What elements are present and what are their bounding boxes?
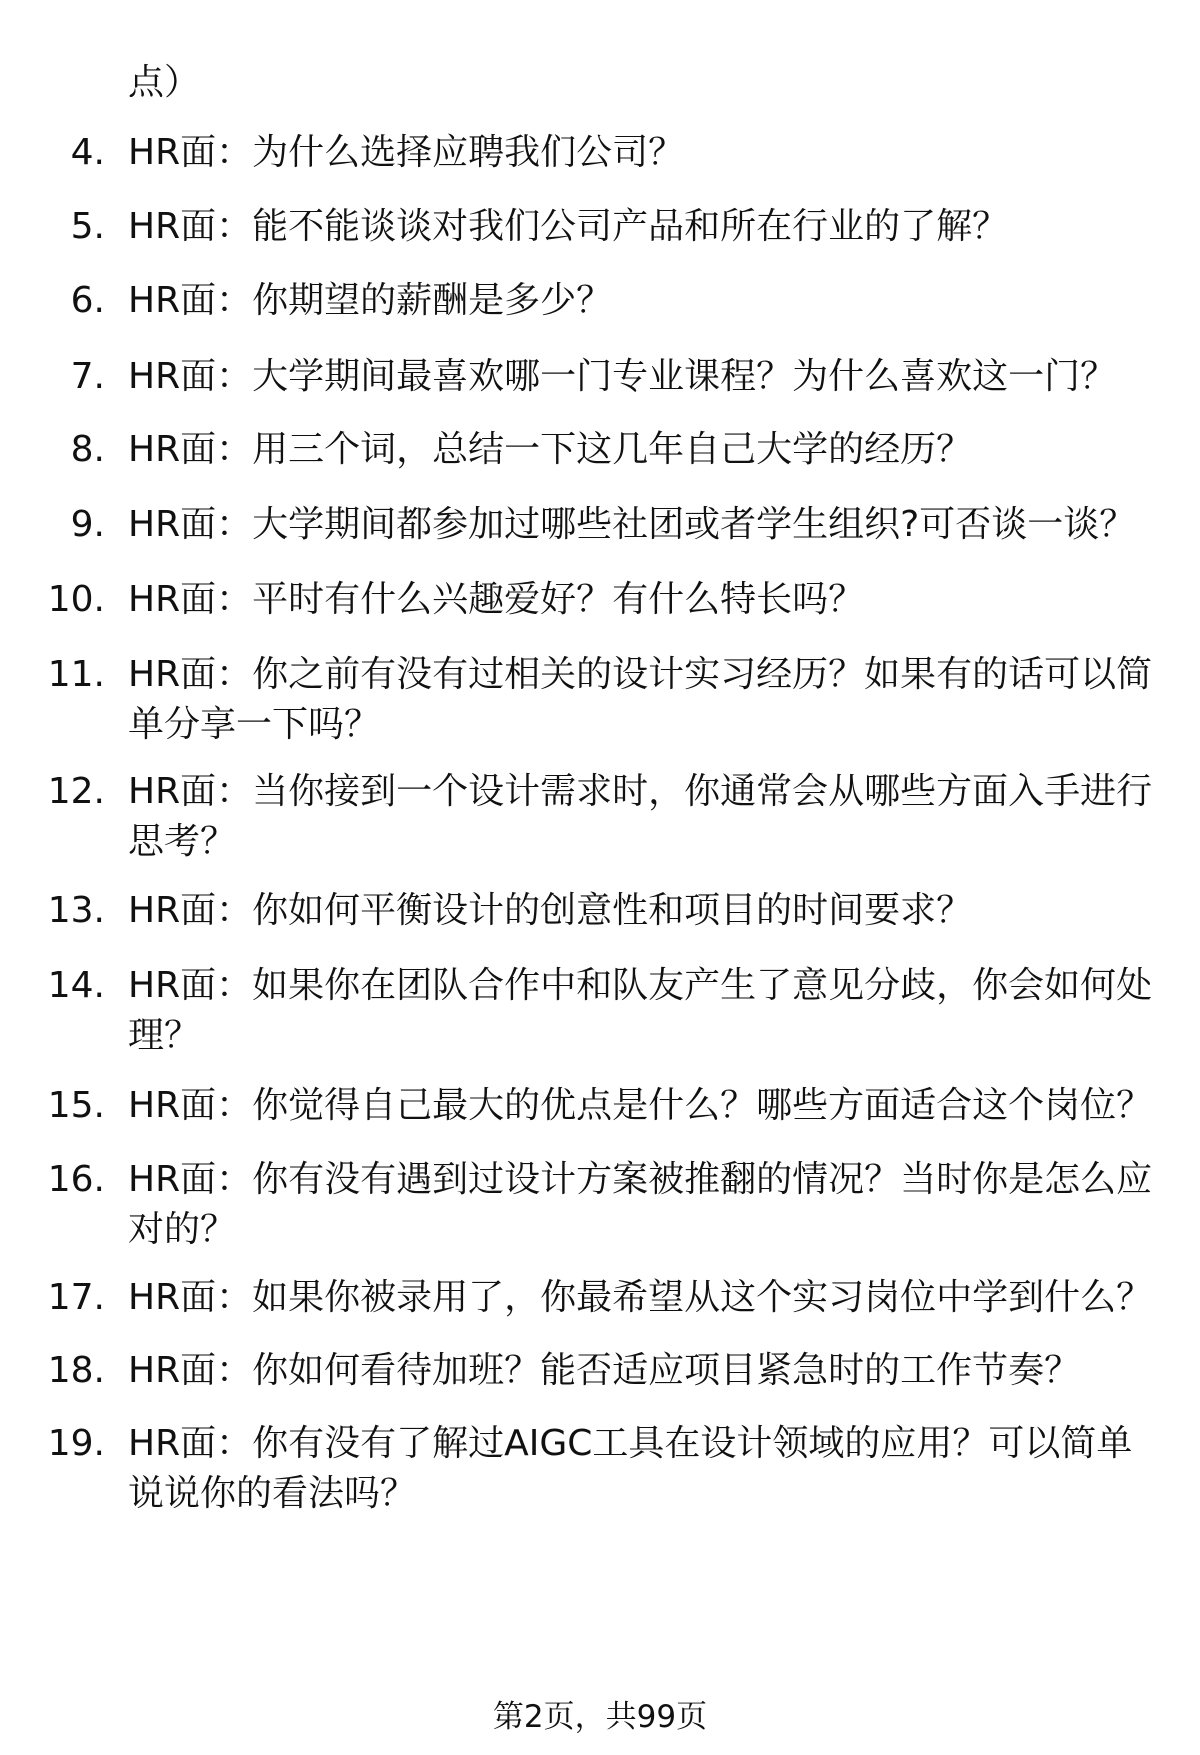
question-number: 13.: [47, 890, 105, 931]
question-text: HR面：你如何平衡设计的创意性和项目的时间要求？: [128, 890, 973, 931]
question-number: 17.: [47, 1277, 105, 1318]
question-text: HR面：大学期间都参加过哪些社团或者学生组织?可否谈一谈？: [128, 504, 1136, 545]
question-number: 5.: [70, 206, 105, 247]
question-text: HR面：你有没有遇到过设计方案被推翻的情况？当时你是怎么应对的？: [128, 1159, 1153, 1250]
question-number: 6.: [70, 280, 105, 321]
continuation-text: 点）: [128, 62, 201, 103]
question-text: HR面：你有没有了解过AIGC工具在设计领域的应用？可以简单说说你的看法吗？: [128, 1423, 1133, 1514]
question-number: 10.: [47, 579, 105, 620]
question-text: HR面：如果你被录用了，你最希望从这个实习岗位中学到什么？: [128, 1277, 1153, 1318]
question-number: 4.: [70, 132, 105, 173]
question-number: 18.: [47, 1350, 105, 1391]
question-number: 9.: [70, 504, 105, 545]
question-text: HR面：当你接到一个设计需求时，你通常会从哪些方面入手进行思考？: [128, 771, 1153, 862]
question-text: HR面：平时有什么兴趣爱好？有什么特长吗？: [128, 579, 865, 620]
question-number: 15.: [47, 1085, 105, 1126]
question-number: 11.: [47, 654, 105, 695]
question-text: HR面：如果你在团队合作中和队友产生了意见分歧，你会如何处理？: [128, 965, 1153, 1056]
question-text: HR面：大学期间最喜欢哪一门专业课程？为什么喜欢这一门？: [128, 356, 1117, 397]
question-number: 7.: [70, 356, 105, 397]
page-footer: 第2页，共99页: [492, 1699, 708, 1735]
question-number: 8.: [70, 429, 105, 470]
question-text: HR面：你期望的薪酬是多少？: [128, 280, 613, 321]
question-text: HR面：你之前有没有过相关的设计实习经历？如果有的话可以简单分享一下吗？: [128, 654, 1153, 745]
question-text: HR面：为什么选择应聘我们公司？: [128, 132, 685, 173]
question-number: 19.: [47, 1423, 105, 1464]
question-text: HR面：你觉得自己最大的优点是什么？哪些方面适合这个岗位？: [128, 1085, 1153, 1126]
question-number: 12.: [47, 771, 105, 812]
question-text: HR面：用三个词，总结一下这几年自己大学的经历？: [128, 429, 973, 470]
question-text: HR面：能不能谈谈对我们公司产品和所在行业的了解？: [128, 206, 1009, 247]
question-number: 14.: [47, 965, 105, 1006]
question-number: 16.: [47, 1159, 105, 1200]
question-text: HR面：你如何看待加班？能否适应项目紧急时的工作节奏？: [128, 1350, 1081, 1391]
